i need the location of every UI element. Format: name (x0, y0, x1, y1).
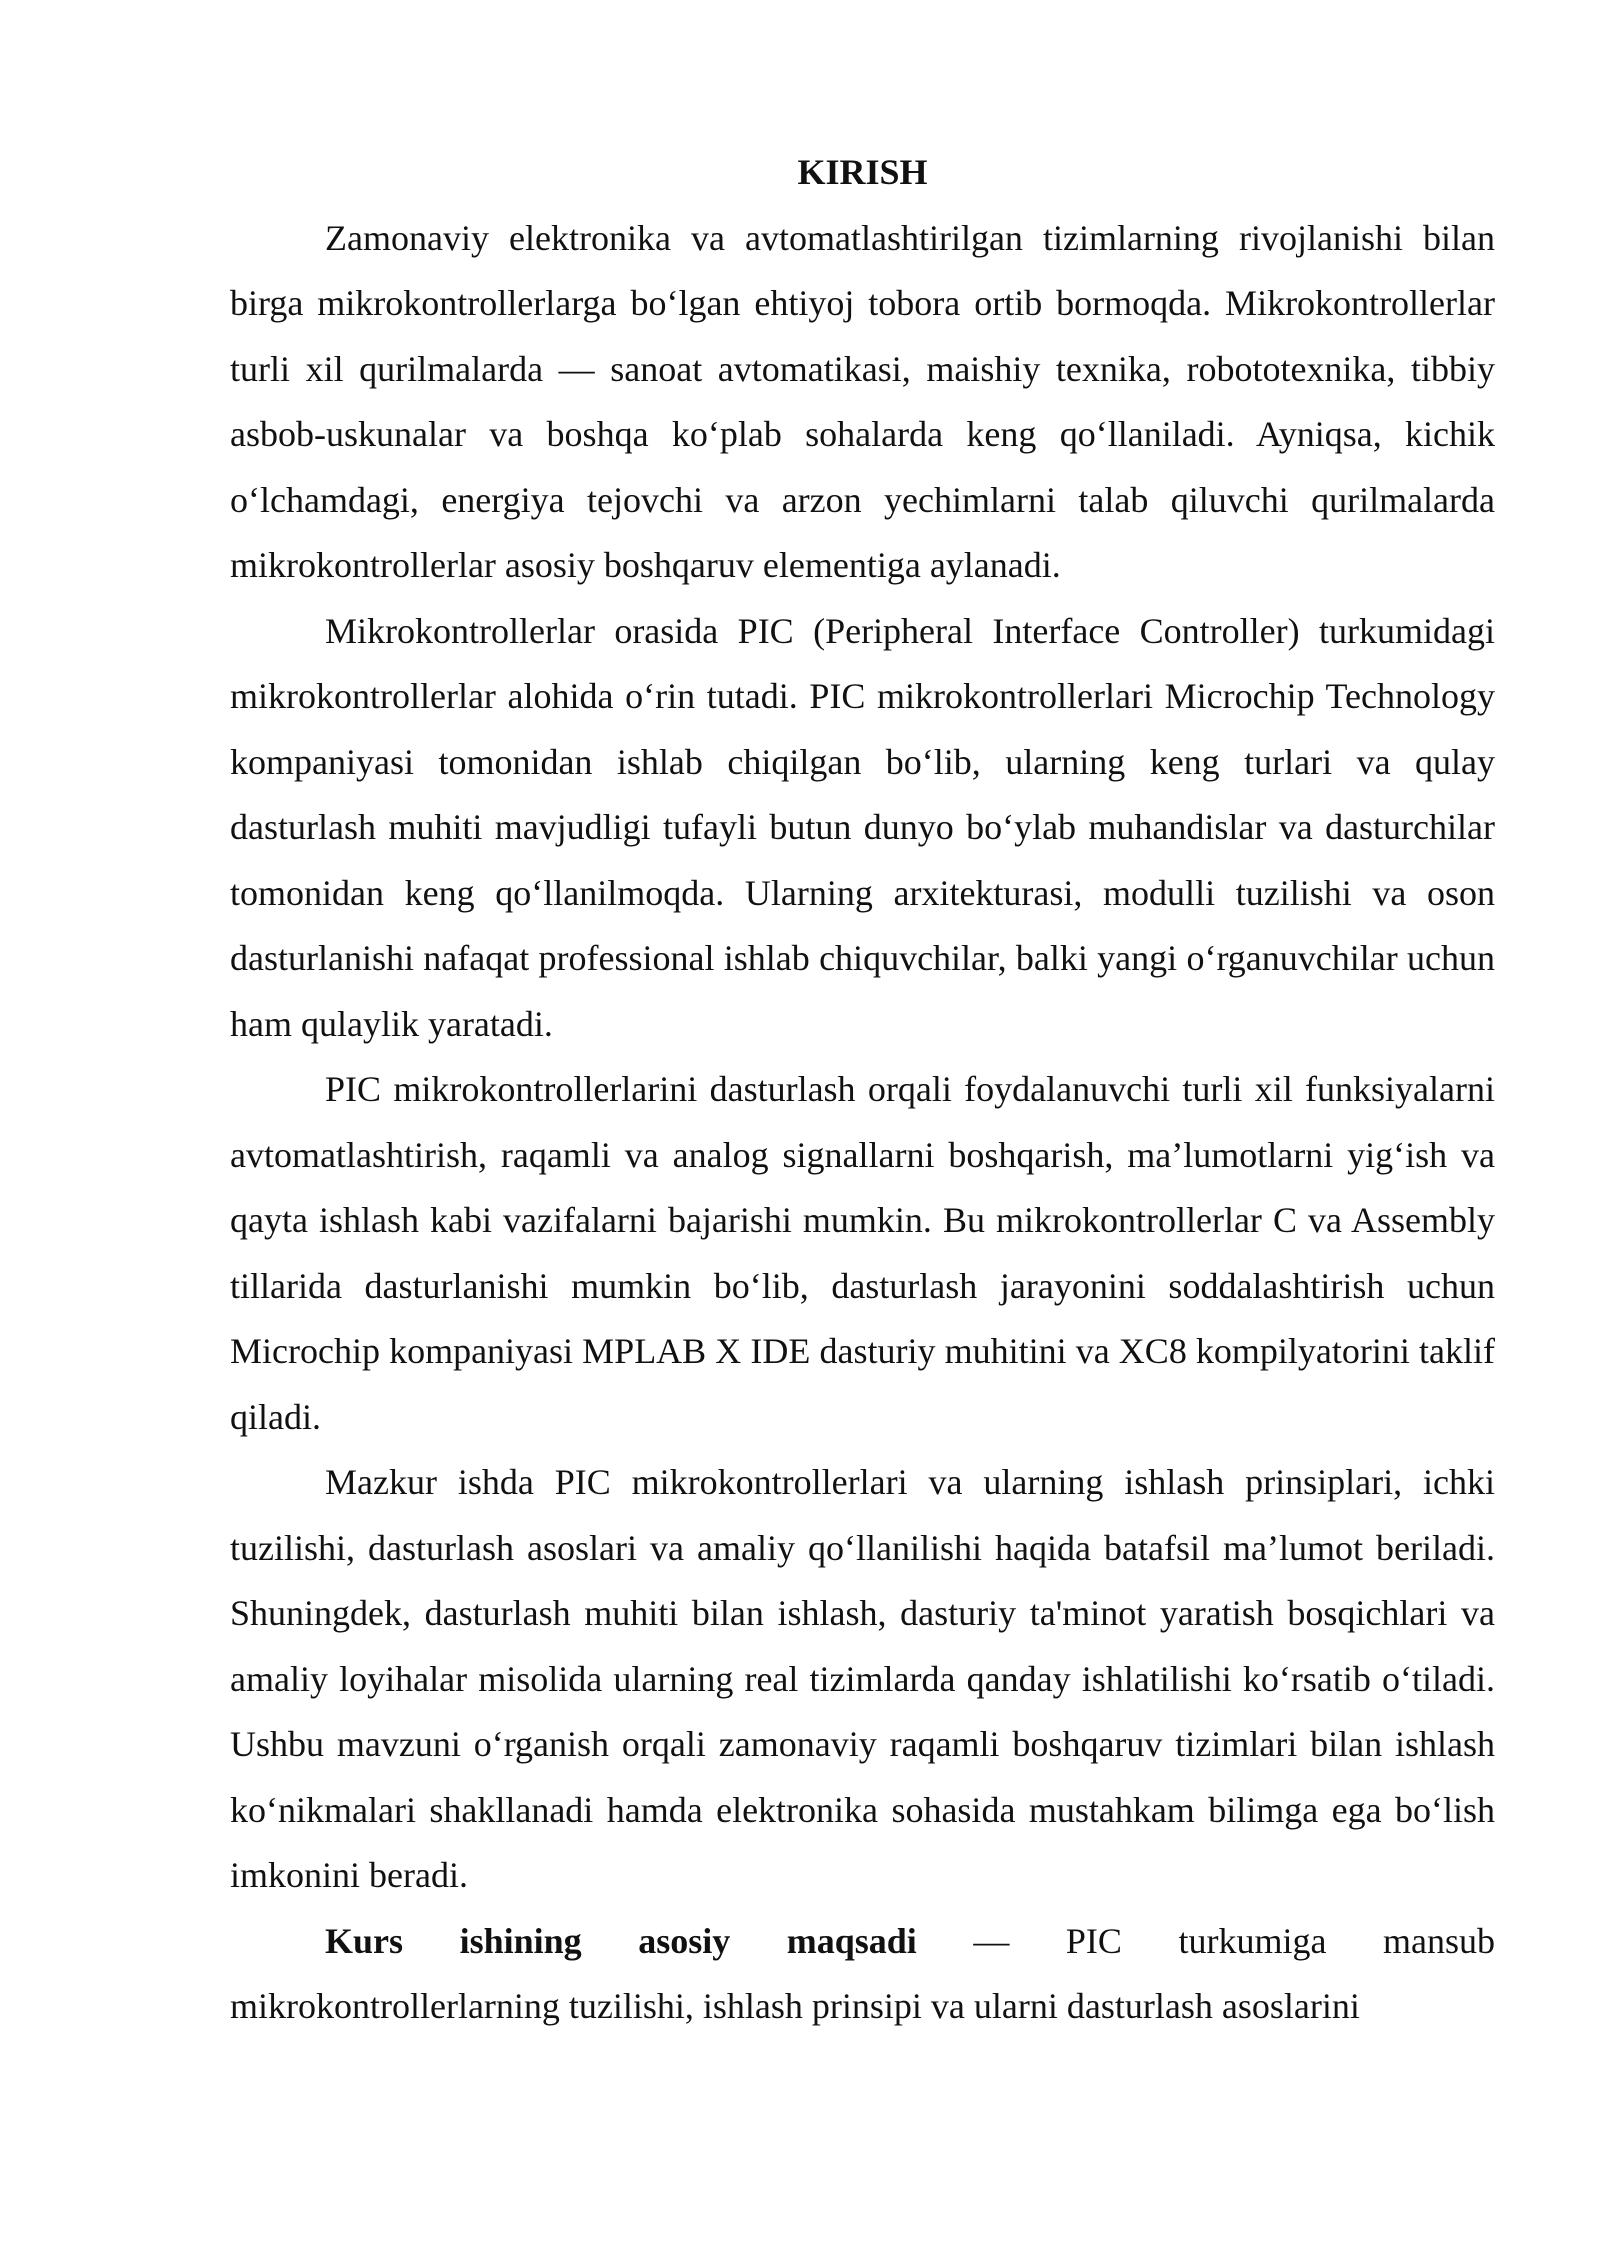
paragraph-course-goal (230, 1909, 1495, 2040)
paragraph-intro: Zamonaviy elektronika va avtomatlashtirilgan tizimlarning rivojlanishi bilan birga mikrokontrollerlarga bo‘lgan ehtiyoj tobora ortib bormoqda. Mikrokontrollerlar turli xil qurilmalarda — sanoat avtomatikasi, maishiy texnika, robototexnika, tibbiy asbob-uskunalar va boshqa ko‘plab sohalarda keng qo‘llaniladi. Ayniqsa, kichik o‘lchamdagi, energiya tejovchi va arzon yechimlarni talab qiluvchi qurilmalarda mikrokontrollerlar asosiy boshqaruv elementiga aylanadi. (230, 217, 1495, 585)
paragraph-pic-overview: Mikrokontrollerlar orasida PIC (Peripheral Interface Controller) turkumidagi mikrokontrollerlar alohida o‘rin tutadi. PIC mikrokontrollerlari Microchip Technology kompaniyasi tomonidan ishlab chiqilgan bo‘lib, ularning keng turlari va qulay dasturlash muhiti mavjudligi tufayli butun dunyo bo‘ylab muhandislar va dasturchilar tomonidan keng qo‘llanilmoqda. Ularning arxitekturasi, modulli tuzilishi va oson dasturlanishi nafaqat professional ishlab chiquvchilar, balki yangi o‘rganuvchilar uchun ham qulaylik yaratadi. (230, 610, 1495, 1044)
paragraph-work-scope: Mazkur ishda PIC mikrokontrollerlari va ularning ishlash prinsiplari, ichki tuzilishi, dasturlash asoslari va amaliy qo‘llanilishi haqida batafsil ma’lumot beriladi. Shuningdek, dasturlash muhiti bilan ishlash, dasturiy ta'minot yaratish bosqichlari va amaliy loyihalar misolida ularning real tizimlarda qanday ishlatilishi ko‘rsatib o‘tiladi. Ushbu mavzuni o‘rganish orqali zamonaviy raqamli boshqaruv tizimlari bilan ishlash ko‘nikmalari shakllanadi hamda elektronika sohasida mustahkam bilimga ega bo‘lish imkonini beradi. (230, 1462, 1495, 1895)
page-title: KIRISH (797, 152, 928, 192)
paragraph-pic-programming: PIC mikrokontrollerlarini dasturlash orqali foydalanuvchi turli xil funksiyalarni avtomatlashtirish, raqamli va analog signallarni boshqarish, ma’lumotlarni yig‘ish va qayta ishlash kabi vazifalarni bajarishi mumkin. Bu mikrokontrollerlar C va Assembly tillarida dasturlanishi mumkin bo‘lib, dasturlash jarayonini soddalashtirish uchun Microchip kompaniyasi MPLAB X IDE dasturiy muhitini va XC8 kompilyatorini taklif qiladi. (230, 1069, 1495, 1437)
document-body (230, 140, 1495, 2040)
course-goal-heading: Kurs ishining asosiy maqsadi (325, 1920, 917, 1961)
course-goal-text: — PIC turkumiga mansub mikrokontrollerlarning tuzilishi, ishlash prinsipi va ularni dasturlash asoslarini (230, 1920, 1496, 2026)
